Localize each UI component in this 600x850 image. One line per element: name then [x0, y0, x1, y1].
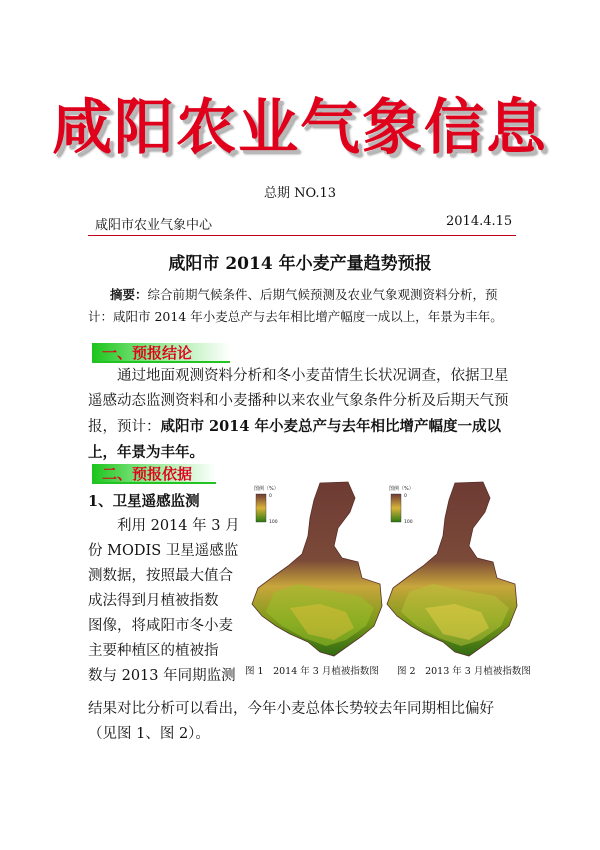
- section1-heading: [92, 343, 242, 363]
- section2-paragraph-left: [88, 514, 248, 689]
- publish-date: 2014.4.15: [446, 214, 513, 229]
- section2-title: 预报依据: [132, 465, 193, 483]
- section1-paragraph: [88, 364, 516, 466]
- section1-number: 一、: [102, 344, 133, 362]
- masthead-title: 咸阳农业气象信息: [52, 93, 548, 163]
- figure-2-ndvi-map: [385, 480, 520, 660]
- issue-number: 总期 NO.13: [263, 186, 337, 201]
- para-line: 利用 2014 年 3 月: [117, 518, 240, 534]
- para-line: 成法得到月植被指数: [88, 593, 219, 609]
- section2-paragraph-tail: 结果对比分析可以看出，今年小麦总体长势较去年同期相比偏好（见图 1、图 2）。: [88, 701, 494, 742]
- section1-title: 预报结论: [132, 344, 193, 362]
- legend-max: 0: [269, 494, 272, 499]
- section1-conclusion: 咸阳市 2014 年小麦总产与去年相比增产幅度一成以上，年景为丰年。: [88, 418, 501, 461]
- subsection-heading: 1、卫星遥感监测: [88, 493, 200, 510]
- section2-heading: [92, 464, 242, 484]
- ndvi-map-2014: [250, 480, 385, 660]
- legend-title: 图例（%）: [254, 486, 279, 492]
- para-line: 份 MODIS 卫星遥感监: [88, 543, 239, 559]
- figure-1-caption: 图 1 2014 年 3 月植被指数图: [245, 666, 379, 677]
- para-line: 主要种植区的植被指: [88, 643, 219, 659]
- legend-title: 图例（%）: [389, 486, 414, 492]
- abstract-label: 摘要：: [110, 287, 148, 302]
- section2-number: 二、: [102, 465, 133, 483]
- publisher: 咸阳市农业气象中心: [95, 218, 213, 233]
- legend-max: 0: [404, 494, 407, 499]
- para-line: 测数据，按照最大值合: [88, 568, 233, 584]
- header-rule: [88, 235, 516, 236]
- abstract: [88, 284, 516, 328]
- para-line: 图像，将咸阳市冬小麦: [88, 618, 233, 634]
- figure-1-ndvi-map: [250, 480, 385, 660]
- ndvi-map-2013: [385, 480, 520, 660]
- report-title: 咸阳市 2014 年小麦产量趋势预报: [168, 254, 432, 274]
- section1-text: 通过地面观测资料分析和冬小麦苗情生长状况调查，依据卫星遥感动态监测资料和小麦播种以来农业气象条件分析及后期天气预报，预计：: [88, 368, 509, 435]
- para-line: 数与 2013 年同期监测: [88, 668, 236, 684]
- abstract-text: 综合前期气候条件、后期气候预测及农业气象观测资料分析，预计：咸阳市 2014 年小麦总产与去年相比增产幅度一成以上，年景为丰年。: [88, 287, 503, 324]
- figure-2-caption: 图 2 2013 年 3 月植被指数图: [397, 666, 531, 677]
- legend-min: 100: [269, 520, 278, 525]
- legend-min: 100: [404, 520, 413, 525]
